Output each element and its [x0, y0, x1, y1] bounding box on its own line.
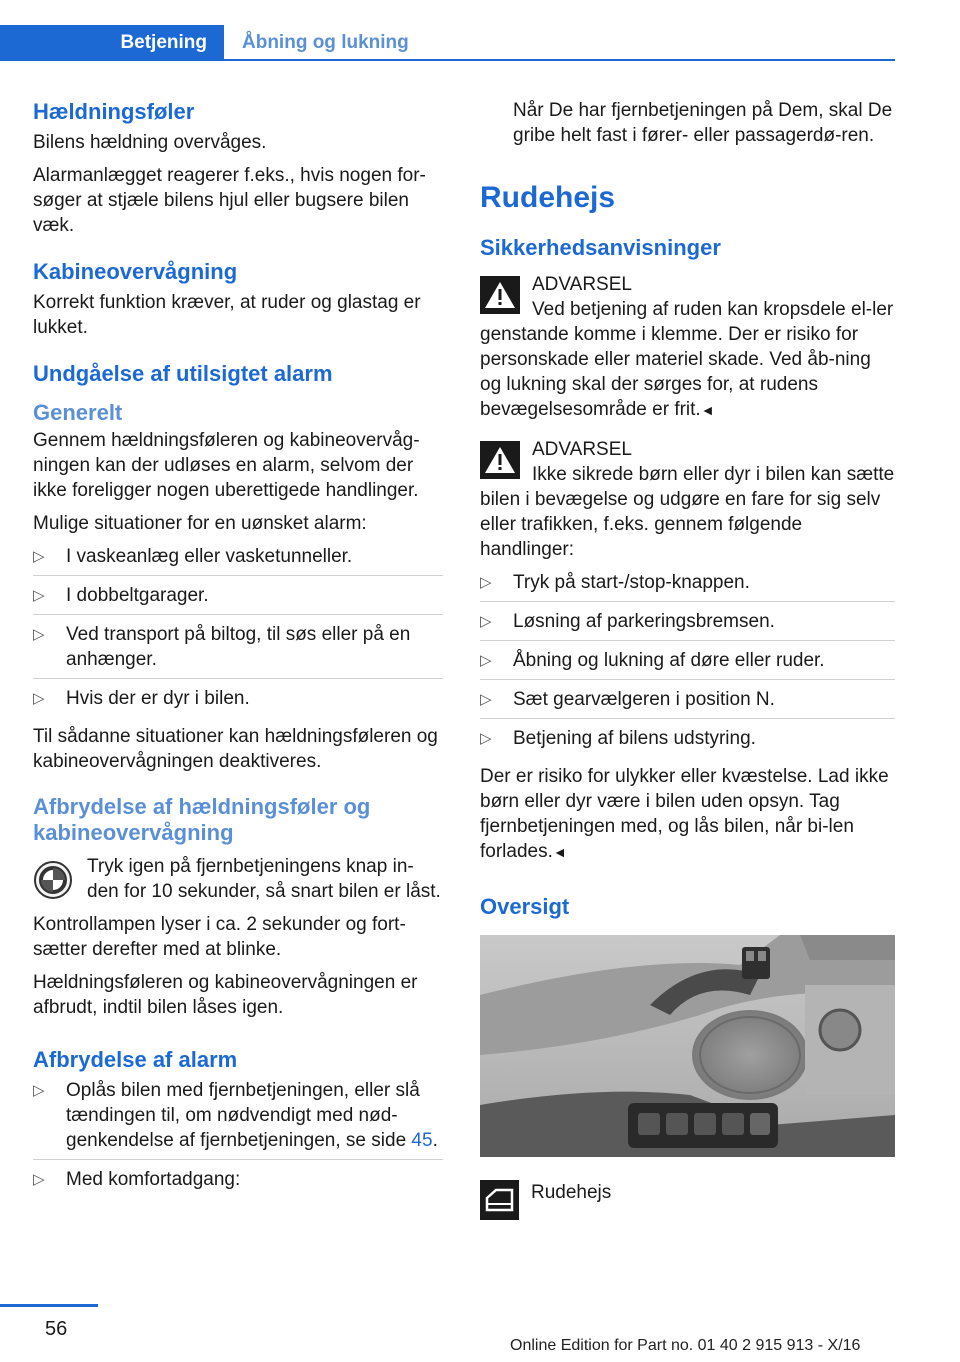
header-divider [224, 59, 895, 61]
warning-title: ADVARSEL [532, 274, 632, 295]
page-number: 56 [45, 1318, 68, 1340]
warning-title: ADVARSEL [532, 439, 632, 460]
page-header [0, 25, 895, 61]
page-link[interactable]: 45 [411, 1130, 433, 1151]
text-tilt-react: Alarmanlægget reagerer f.eks., hvis nogen for‐søger at stjæle bilens hjul eller bugsere bilen væk. [33, 165, 426, 236]
list-item: ▷ I vaskeanlæg eller vasketunneller. [33, 544, 443, 576]
heading-interrupt-alarm: Afbrydelse af alarm [33, 1047, 238, 1072]
end-mark: ◄ [700, 402, 715, 418]
heading-tilt-sensor: Hældningsføler [33, 99, 195, 124]
warning-triangle-icon [480, 441, 520, 479]
warning-text: Ved betjening af ruden kan kropsdele el‐ler genstande komme i klemme. Der er risiko for personskade eller materiel skade. Ved åb‐ning og lukning skal der sørges for, at rudens bevægelsesområde er frit.◄ [480, 299, 894, 420]
list-item: ▷ Ved transport på biltog, til søs eller på en anhænger. [33, 622, 443, 679]
triangle-bullet-icon: ▷ [33, 626, 45, 643]
heading-cabin-monitoring: Kabineovervågning [33, 259, 238, 284]
tab-opening-closing[interactable]: Åbning og lukning [242, 32, 409, 53]
list-item: ▷ Med komfortadgang: [33, 1169, 241, 1190]
triangle-bullet-icon: ▷ [480, 730, 492, 747]
heading-windows: Rudehejs [480, 181, 616, 214]
bmw-key-icon [33, 860, 73, 900]
list-item: ▷ Løsning af parkeringsbremsen. [480, 609, 895, 641]
tab-betjening[interactable]: Betjening [0, 25, 224, 61]
list-item: ▷ Oplås bilen med fjernbetjeningen, eller slå tændingen til, om nødvendigt med nød‐genkendelse af fjernbetjeningen, se side 45. [33, 1078, 443, 1160]
warning-triangle-icon [480, 276, 520, 314]
triangle-bullet-icon: ▷ [480, 574, 492, 591]
warning-text: Ikke sikrede børn eller dyr i bilen kan sætte bilen i bevægelse og udgøre en fare for sig selv eller trafikken, f.eks. gennem følgende handlinger: [480, 464, 895, 560]
alarm-list [33, 1078, 443, 1198]
text-interrupted: Hældningsføleren og kabineovervågningen er afbrudt, indtil bilen låses igen. [33, 972, 418, 1018]
press-button-row [33, 854, 443, 904]
text-continue: Når De har fjernbetjeningen på Dem, skal De gribe helt fast i fører- eller passagerdø‐ren. [513, 100, 893, 146]
window-switch-icon [480, 1180, 519, 1220]
heading-general: Generelt [33, 400, 123, 425]
heading-overview: Oversigt [480, 894, 570, 919]
end-mark: ◄ [552, 844, 567, 860]
triangle-bullet-icon: ▷ [480, 652, 492, 669]
triangle-bullet-icon: ▷ [480, 691, 492, 708]
text-possible-situations: Mulige situationer for en uønsket alarm: [33, 513, 367, 534]
right-column [480, 98, 895, 1220]
list-item: ▷ Sæt gearvælgeren i position N. [480, 687, 895, 719]
edition-text: Online Edition for Part no. 01 40 2 915 913 - X/16 [510, 1337, 861, 1354]
heading-safety: Sikkerhedsanvisninger [480, 235, 721, 260]
list-item: ▷ Betjening af bilens udstyring. [480, 728, 756, 749]
warning-block [480, 437, 895, 562]
heading-interrupt-sensors: Afbrydelse af hældningsføler og kabineovervågning [33, 794, 371, 845]
warning-block [480, 272, 895, 423]
triangle-bullet-icon: ▷ [33, 587, 45, 604]
text-lamp: Kontrollampen lyser i ca. 2 sekunder og fort‐sætter derefter med at blinke. [33, 914, 406, 960]
triangle-bullet-icon: ▷ [33, 1082, 45, 1099]
text-general: Gennem hældningsføleren og kabineovervåg‐ningen kan der udløses en alarm, selvom der ikke foreligger nogen uberettigede handlinger. [33, 430, 420, 501]
heading-avoid-alarm: Undgåelse af utilsigtet alarm [33, 361, 333, 386]
text-tilt-monitored: Bilens hældning overvåges. [33, 132, 267, 153]
triangle-bullet-icon: ▷ [33, 690, 45, 707]
text-press-button: Tryk igen på fjernbetjeningens knap in‐den for 10 sekunder, så snart bilen er låst. [87, 856, 441, 902]
situation-list [33, 544, 443, 717]
triangle-bullet-icon: ▷ [33, 1171, 45, 1188]
window-icon-label: Rudehejs [531, 1182, 612, 1203]
list-item: ▷ Åbning og lukning af døre eller ruder. [480, 648, 895, 680]
window-icon-row [480, 1180, 895, 1220]
list-item: ▷ Hvis der er dyr i bilen. [33, 688, 250, 709]
triangle-bullet-icon: ▷ [33, 548, 45, 565]
text-deactivate: Til sådanne situationer kan hældningsføleren og kabineovervågningen deaktiveres. [33, 726, 438, 772]
triangle-bullet-icon: ▷ [480, 613, 492, 630]
list-item: ▷ I dobbeltgarager. [33, 583, 443, 615]
text-risk: Der er risiko for ulykker eller kvæstelse. Lad ikke børn eller dyr være i bilen uden opsyn. Tag fjernbetjeningen med, og lås bilen, når bi‐len forlades.◄ [480, 766, 889, 862]
door-panel-photo [480, 935, 895, 1157]
left-column [33, 98, 443, 1205]
action-list [480, 570, 895, 757]
footer-divider [0, 1304, 98, 1307]
text-cabin: Korrekt funktion kræver, at ruder og glastag er lukket. [33, 292, 421, 338]
list-item: ▷ Tryk på start-/stop-knappen. [480, 570, 895, 602]
